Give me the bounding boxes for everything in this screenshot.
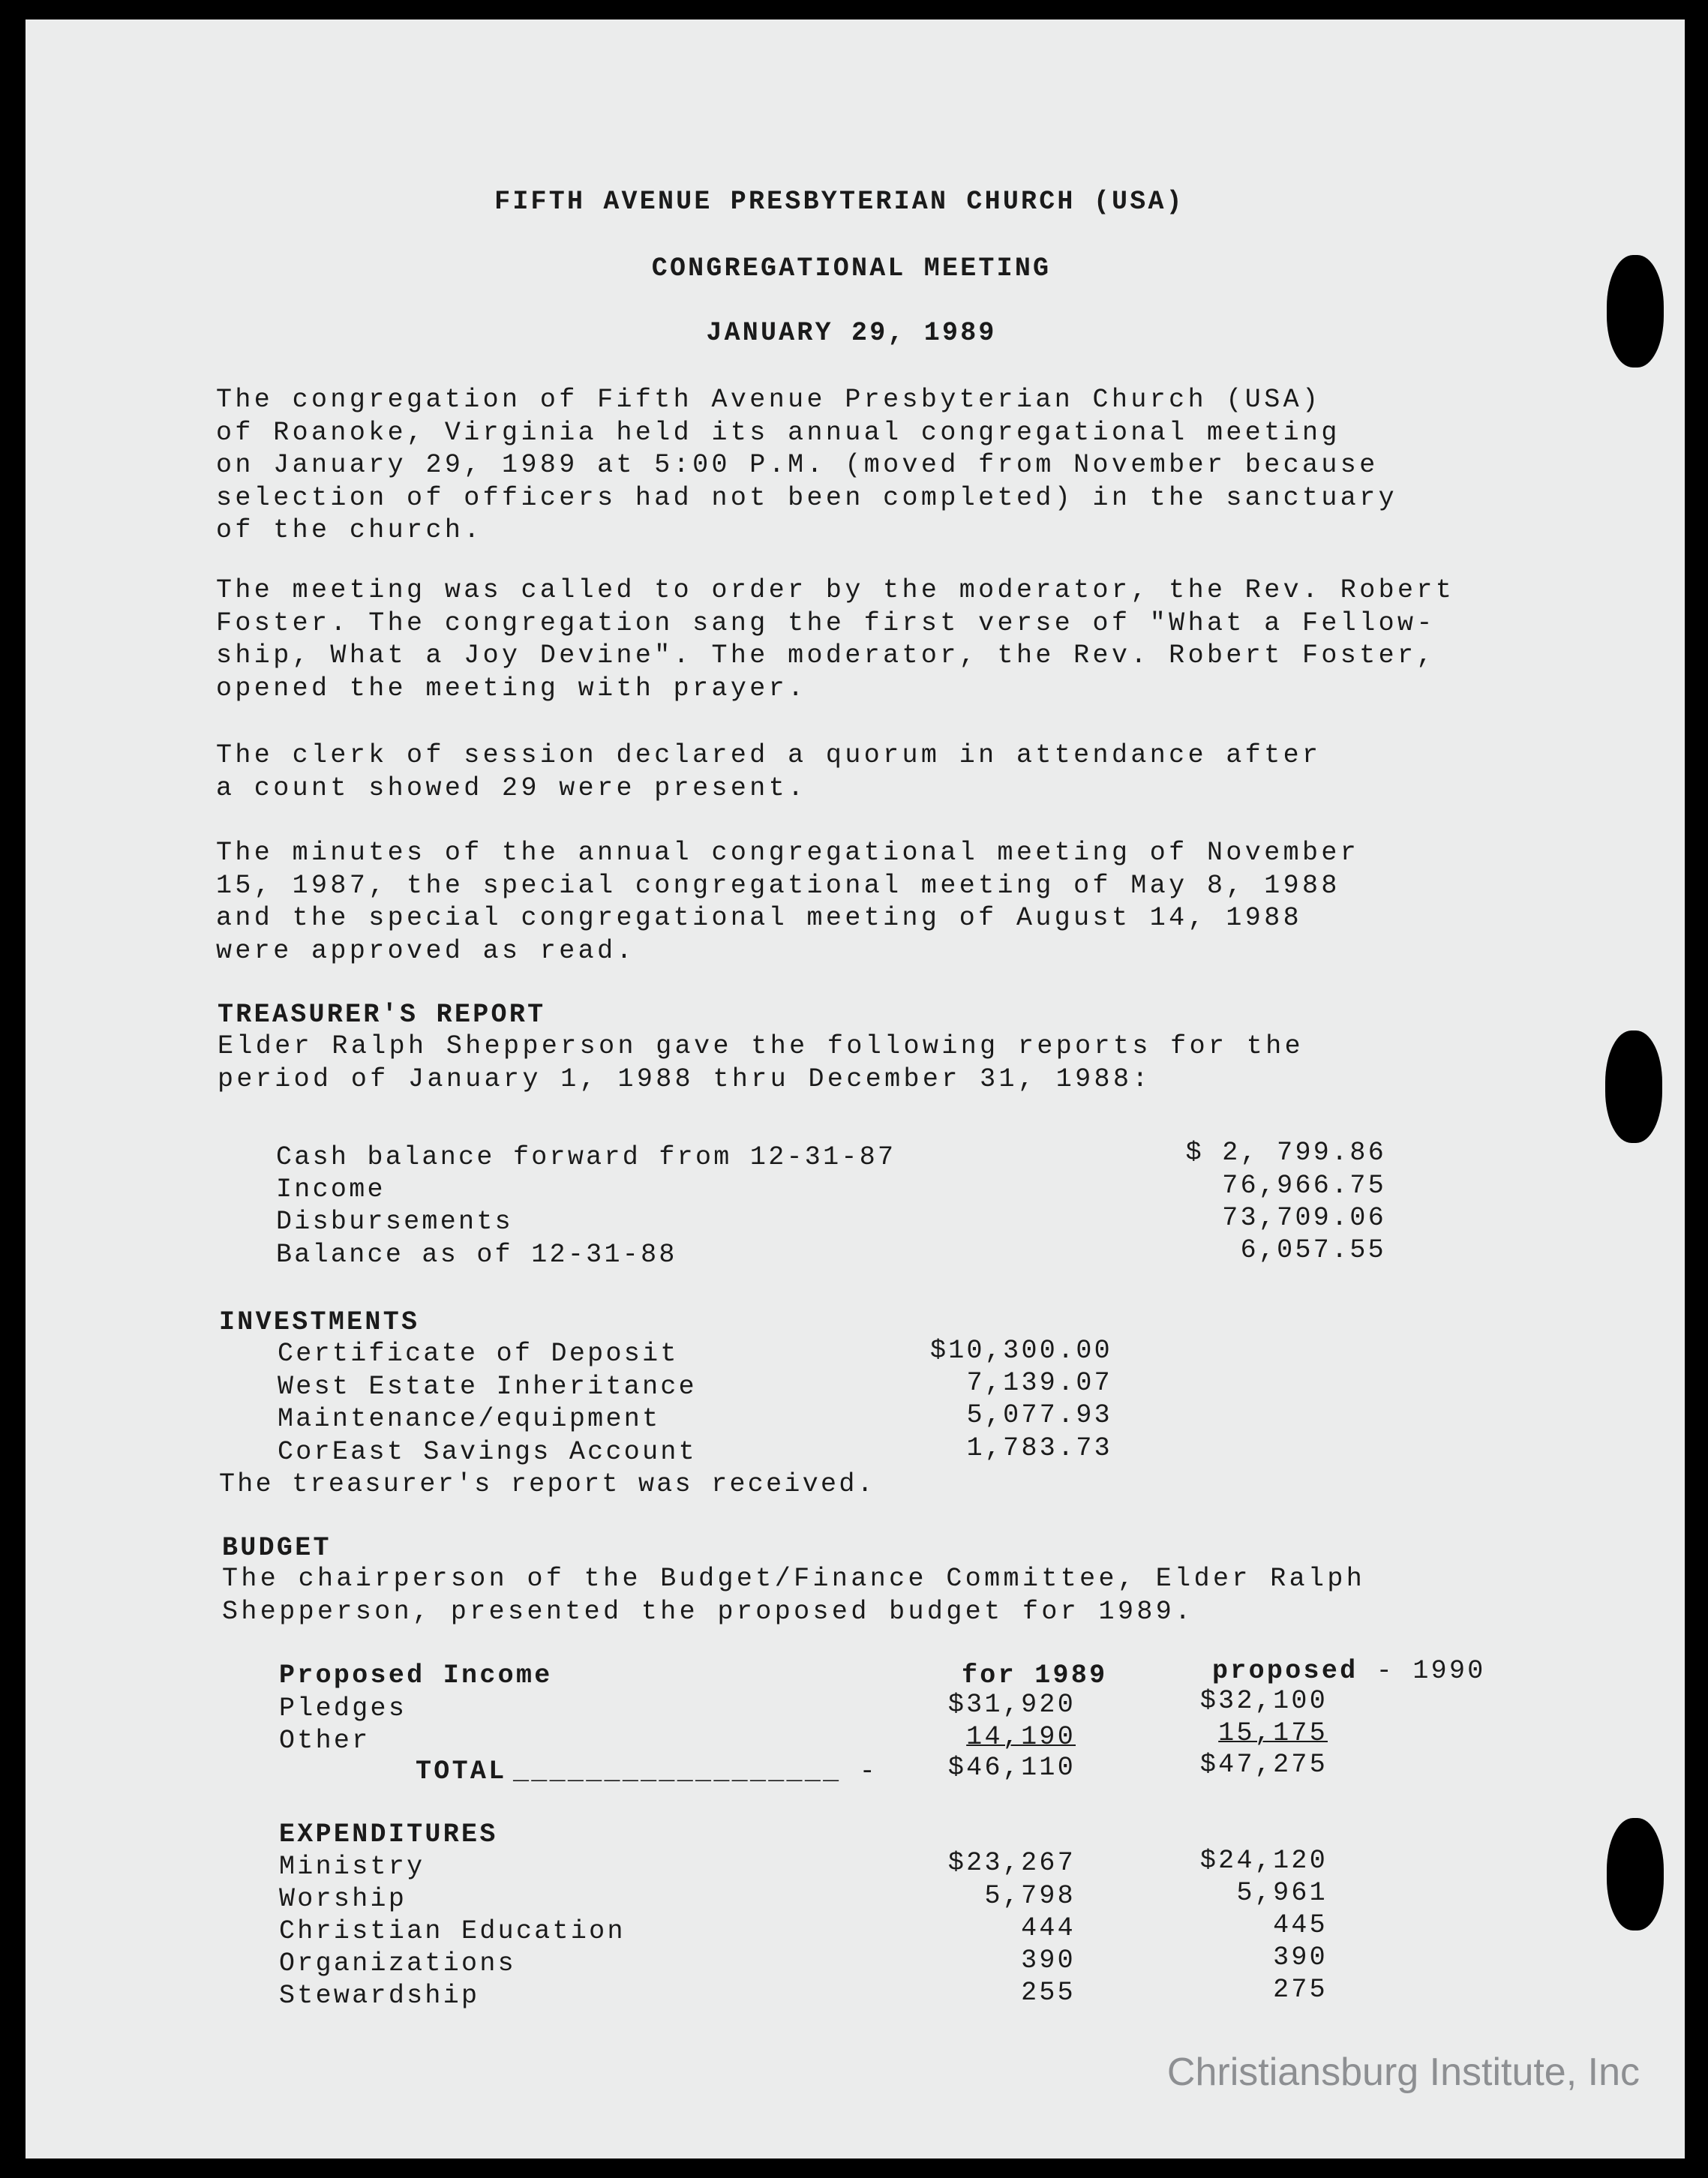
income-row-1990: $32,100 — [1199, 1686, 1328, 1716]
expenditure-row-1990: 390 — [1273, 1942, 1328, 1972]
investment-row-label: West Estate Inheritance — [278, 1372, 697, 1402]
expenditure-row-1989: 5,798 — [984, 1881, 1076, 1911]
income-row-1990: 15,175 — [1218, 1718, 1328, 1748]
investment-row-label: Certificate of Deposit — [278, 1339, 679, 1369]
investment-row-label: Maintenance/equipment — [278, 1404, 661, 1434]
meeting-date: JANUARY 29, 1989 — [706, 318, 997, 348]
meeting-title: CONGREGATIONAL MEETING — [651, 254, 1052, 284]
column-header-1990-year: - 1990 — [1358, 1656, 1486, 1686]
expenditure-row-1990: $24,120 — [1199, 1846, 1328, 1876]
paragraph-call-to-order: The meeting was called to order by the moderator, the Rev. Robert Foster. The congregation sang the first verse of "What a Fellow- ship, What a Joy Devine". The moderator, the Rev. Robert Foster, opened the meeting with prayer. — [216, 575, 1455, 704]
expenditure-row-label: Christian Education — [279, 1916, 626, 1946]
income-row-label: Pledges — [279, 1694, 407, 1724]
paragraph-opening: The congregation of Fifth Avenue Presbyterian Church (USA) of Roanoke, Virginia held its annual congregational meeting on January 29, 1989 at 5:00 P.M. (moved from November because selection of officers had not been completed) in the sanctuary of the church. — [216, 385, 1398, 545]
investment-row-amount: 5,077.93 — [966, 1400, 1112, 1430]
paragraph-quorum: The clerk of session declared a quorum in attendance after a count showed 29 were present. — [216, 740, 1322, 803]
expenditure-row-1989: 444 — [1021, 1913, 1076, 1943]
expenditure-row-label: Organizations — [279, 1948, 516, 1978]
expenditures-heading: EXPENDITURES — [279, 1820, 498, 1850]
treasurer-intro: Elder Ralph Shepperson gave the following reports for the period of January 1, 1988 thru December 31, 1988: — [218, 1031, 1304, 1094]
investment-row-amount: $10,300.00 — [929, 1336, 1112, 1366]
expenditure-row-1989: 255 — [1021, 1978, 1076, 2008]
budget-intro: The chairperson of the Budget/Finance Committee, Elder Ralph Shepperson, presented the proposed budget for 1989. — [222, 1564, 1366, 1627]
budget-heading: BUDGET — [222, 1533, 332, 1563]
investment-row-amount: 1,783.73 — [966, 1433, 1112, 1463]
income-row-1989: 14,190 — [966, 1722, 1076, 1752]
expenditure-row-label: Worship — [279, 1884, 407, 1914]
treasurer-row-label: Income — [276, 1174, 386, 1204]
investments-heading: INVESTMENTS — [219, 1307, 420, 1337]
column-header-1990-proposed: proposed — [1212, 1656, 1358, 1686]
treasurer-heading: TREASURER'S REPORT — [218, 1000, 546, 1030]
treasurer-row-amount: 73,709.06 — [1222, 1203, 1386, 1233]
treasurer-row-amount: $ 2, 799.86 — [1185, 1138, 1386, 1168]
treasurer-row-amount: 76,966.75 — [1222, 1171, 1386, 1201]
punch-hole-middle — [1605, 1030, 1662, 1143]
investment-row-label: CorEast Savings Account — [278, 1437, 697, 1467]
document-page — [26, 20, 1685, 2158]
total-underline: __________________ - — [513, 1756, 878, 1786]
treasurer-row-amount: 6,057.55 — [1240, 1235, 1386, 1265]
paragraph-minutes: The minutes of the annual congregational meeting of November 15, 1987, the special congregational meeting of May 8, 1988 and the special congregational meeting of August 14, 1988 were approved as read. — [216, 838, 1360, 966]
total-1990: $47,275 — [1199, 1750, 1328, 1780]
church-title: FIFTH AVENUE PRESBYTERIAN CHURCH (USA) — [494, 187, 1184, 217]
total-1989: $46,110 — [947, 1753, 1076, 1783]
expenditure-row-1990: 275 — [1273, 1975, 1328, 2005]
expenditure-row-1989: 390 — [1021, 1946, 1076, 1976]
treasurer-received-note: The treasurer's report was received. — [219, 1469, 875, 1499]
income-row-label: Other — [279, 1726, 371, 1756]
income-row-1989: $31,920 — [947, 1690, 1076, 1720]
expenditure-row-1989: $23,267 — [947, 1848, 1076, 1878]
treasurer-row-label: Disbursements — [276, 1207, 513, 1237]
total-label: TOTAL — [416, 1756, 507, 1786]
expenditure-row-label: Ministry — [279, 1852, 425, 1882]
investment-row-amount: 7,139.07 — [966, 1368, 1112, 1398]
watermark: Christiansburg Institute, Inc — [1166, 2050, 1640, 2094]
column-header-1989: for 1989 — [962, 1660, 1108, 1690]
expenditure-row-1990: 445 — [1273, 1910, 1328, 1940]
column-header-1990 — [1212, 1654, 1486, 1688]
expenditure-row-label: Stewardship — [279, 1981, 480, 2011]
income-column-header: Proposed Income — [279, 1660, 553, 1690]
treasurer-row-label: Cash balance forward from 12-31-87 — [276, 1142, 896, 1172]
punch-hole-bottom — [1607, 1818, 1664, 1930]
expenditure-row-1990: 5,961 — [1236, 1878, 1328, 1908]
treasurer-row-label: Balance as of 12-31-88 — [276, 1240, 677, 1270]
